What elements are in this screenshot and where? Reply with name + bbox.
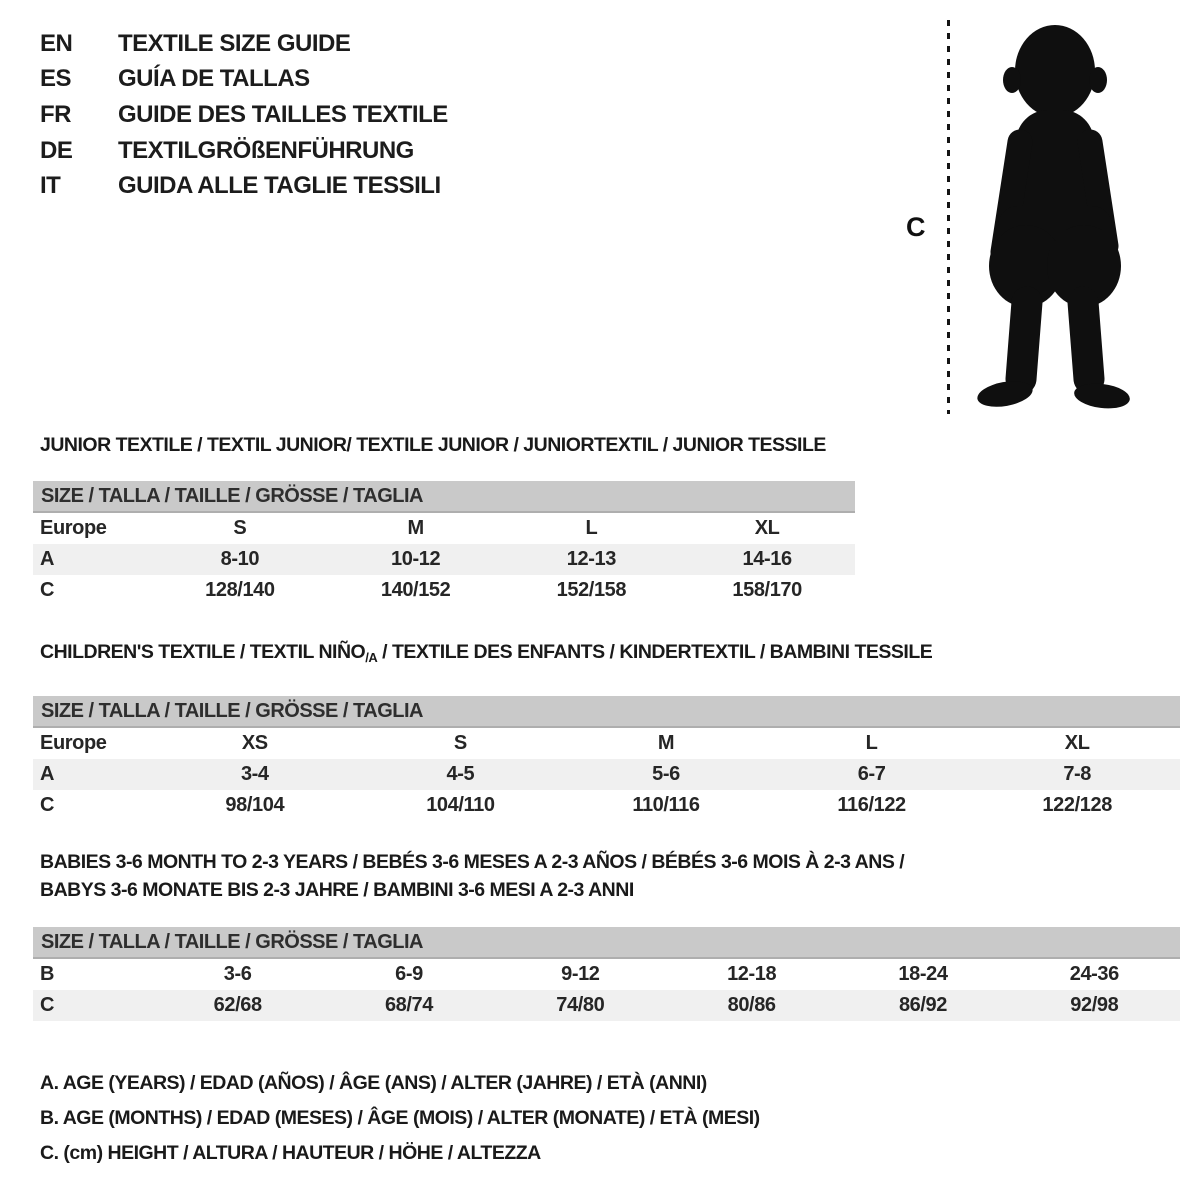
children-section-title [40, 640, 1180, 670]
cell-value: XL [1064, 732, 1090, 754]
language-guide [40, 26, 448, 204]
cell-value: 10-12 [391, 548, 441, 570]
children-size-table [33, 696, 1180, 821]
table-row [33, 790, 1180, 821]
cell-value: 6-7 [857, 763, 886, 785]
language-label: GUIDA ALLE TAGLIE TESSILI [118, 172, 441, 200]
legend [40, 1066, 760, 1171]
table-row [33, 575, 855, 606]
cell-value: XS [241, 732, 268, 754]
cell-value: 104/110 [426, 794, 495, 816]
cell-value: 14-16 [742, 548, 792, 570]
babies-section-title [40, 848, 1180, 904]
row-label: Europe [40, 732, 107, 754]
cell-value: XL [754, 517, 780, 539]
title-subscript: /A [365, 650, 378, 665]
language-row [40, 62, 448, 98]
junior-textile-section [33, 433, 855, 606]
cell-value: 12-18 [727, 963, 777, 985]
section-title-line [40, 876, 1180, 904]
title-text: JUNIOR TEXTILE / TEXTIL JUNIOR/ TEXTILE JUNIOR / JUNIORTEXTIL / JUNIOR TESSILE [40, 434, 826, 456]
cell-value: 140/152 [380, 579, 451, 601]
cell-value: 122/128 [1042, 794, 1112, 816]
children-textile-section [33, 640, 1180, 821]
babies-size-table [33, 927, 1180, 1021]
cell-value: M [657, 732, 675, 754]
cell-value: 6-9 [395, 963, 423, 985]
table-row [33, 990, 1180, 1021]
section-title-line [40, 848, 1180, 876]
cell-value: 3-4 [240, 763, 269, 785]
table-row [33, 544, 855, 575]
cell-value: 86/92 [898, 994, 947, 1016]
title-text: / TEXTILE DES ENFANTS / KINDERTEXTIL / BAMBINI TESSILE [377, 641, 933, 663]
legend-line: C. (cm) HEIGHT / ALTURA / HAUTEUR / HÖHE / ALTEZZA [40, 1142, 541, 1164]
cell-value: 128/140 [205, 579, 275, 601]
cell-value: 80/86 [727, 994, 776, 1016]
language-code: IT [40, 172, 61, 200]
height-measure-dotted-line [947, 20, 950, 414]
row-label: A [40, 548, 55, 570]
table-row [33, 513, 855, 544]
height-measure-label: C [906, 212, 926, 242]
cell-value: 4-5 [446, 763, 475, 785]
row-label: A [40, 763, 55, 785]
language-code: EN [40, 29, 73, 57]
legend-line: B. AGE (MONTHS) / EDAD (MESES) / ÂGE (MOIS) / ALTER (MONATE) / ETÀ (MESI) [40, 1107, 760, 1129]
language-label: GUÍA DE TALLAS [118, 65, 310, 93]
language-label: TEXTILE SIZE GUIDE [118, 29, 351, 57]
language-row [40, 168, 448, 204]
cell-value: 8-10 [220, 548, 260, 570]
cell-value: M [407, 517, 424, 539]
cell-value: 3-6 [223, 963, 252, 985]
table-row [33, 959, 1180, 990]
cell-value: 12-13 [566, 548, 616, 570]
cell-value: 18-24 [898, 963, 948, 985]
junior-section-title [40, 433, 855, 457]
row-label: C [40, 579, 55, 601]
cell-value: L [865, 732, 878, 754]
cell-value: L [585, 517, 598, 539]
junior-size-table [33, 481, 855, 606]
cell-value: 24-36 [1069, 963, 1119, 985]
cell-value: 5-6 [652, 763, 680, 785]
size-table-header: SIZE / TALLA / TAILLE / GRÖSSE / TAGLIA [33, 481, 855, 513]
language-code: ES [40, 65, 72, 93]
title-text: BABYS 3-6 MONATE BIS 2-3 JAHRE / BAMBINI 3-6 MESI A 2-3 ANNI [40, 879, 634, 901]
language-label: TEXTILGRÖßENFÜHRUNG [118, 136, 414, 164]
row-label: B [40, 963, 55, 985]
toddler-silhouette-icon [960, 14, 1146, 420]
legend-line: A. AGE (YEARS) / EDAD (AÑOS) / ÂGE (ANS) / ALTER (JAHRE) / ETÀ (ANNI) [40, 1072, 707, 1094]
cell-value: 62/68 [213, 994, 262, 1016]
size-table-header: SIZE / TALLA / TAILLE / GRÖSSE / TAGLIA [33, 927, 1180, 959]
table-row [33, 759, 1180, 790]
language-code: FR [40, 100, 71, 128]
row-label: Europe [40, 517, 107, 539]
cell-value: 152/158 [556, 579, 627, 601]
cell-value: 68/74 [384, 994, 434, 1016]
size-table-header: SIZE / TALLA / TAILLE / GRÖSSE / TAGLIA [33, 696, 1180, 728]
cell-value: 74/80 [556, 994, 605, 1016]
table-row [33, 728, 1180, 759]
cell-value: 110/116 [632, 794, 700, 816]
cell-value: S [453, 732, 467, 754]
title-text: BABIES 3-6 MONTH TO 2-3 YEARS / BEBÉS 3-6 MESES A 2-3 AÑOS / BÉBÉS 3-6 MOIS À 2-3 ANS / [40, 851, 905, 873]
row-label: C [40, 794, 55, 816]
cell-value: 92/98 [1070, 994, 1119, 1016]
cell-value: 9-12 [561, 963, 600, 985]
language-code: DE [40, 136, 73, 164]
section-title-line [40, 640, 1180, 670]
language-row [40, 26, 448, 62]
cell-value: 7-8 [1063, 763, 1092, 785]
babies-textile-section [33, 848, 1180, 1021]
cell-value: 158/170 [732, 579, 802, 601]
language-row [40, 133, 448, 169]
section-title-line [40, 433, 855, 457]
title-text: CHILDREN'S TEXTILE / TEXTIL NIÑO [40, 641, 366, 663]
cell-value: 116/122 [837, 794, 906, 816]
cell-value: S [233, 517, 247, 539]
language-label: GUIDE DES TAILLES TEXTILE [118, 100, 448, 128]
cell-value: 98/104 [225, 794, 285, 816]
language-row [40, 97, 448, 133]
row-label: C [40, 994, 55, 1016]
